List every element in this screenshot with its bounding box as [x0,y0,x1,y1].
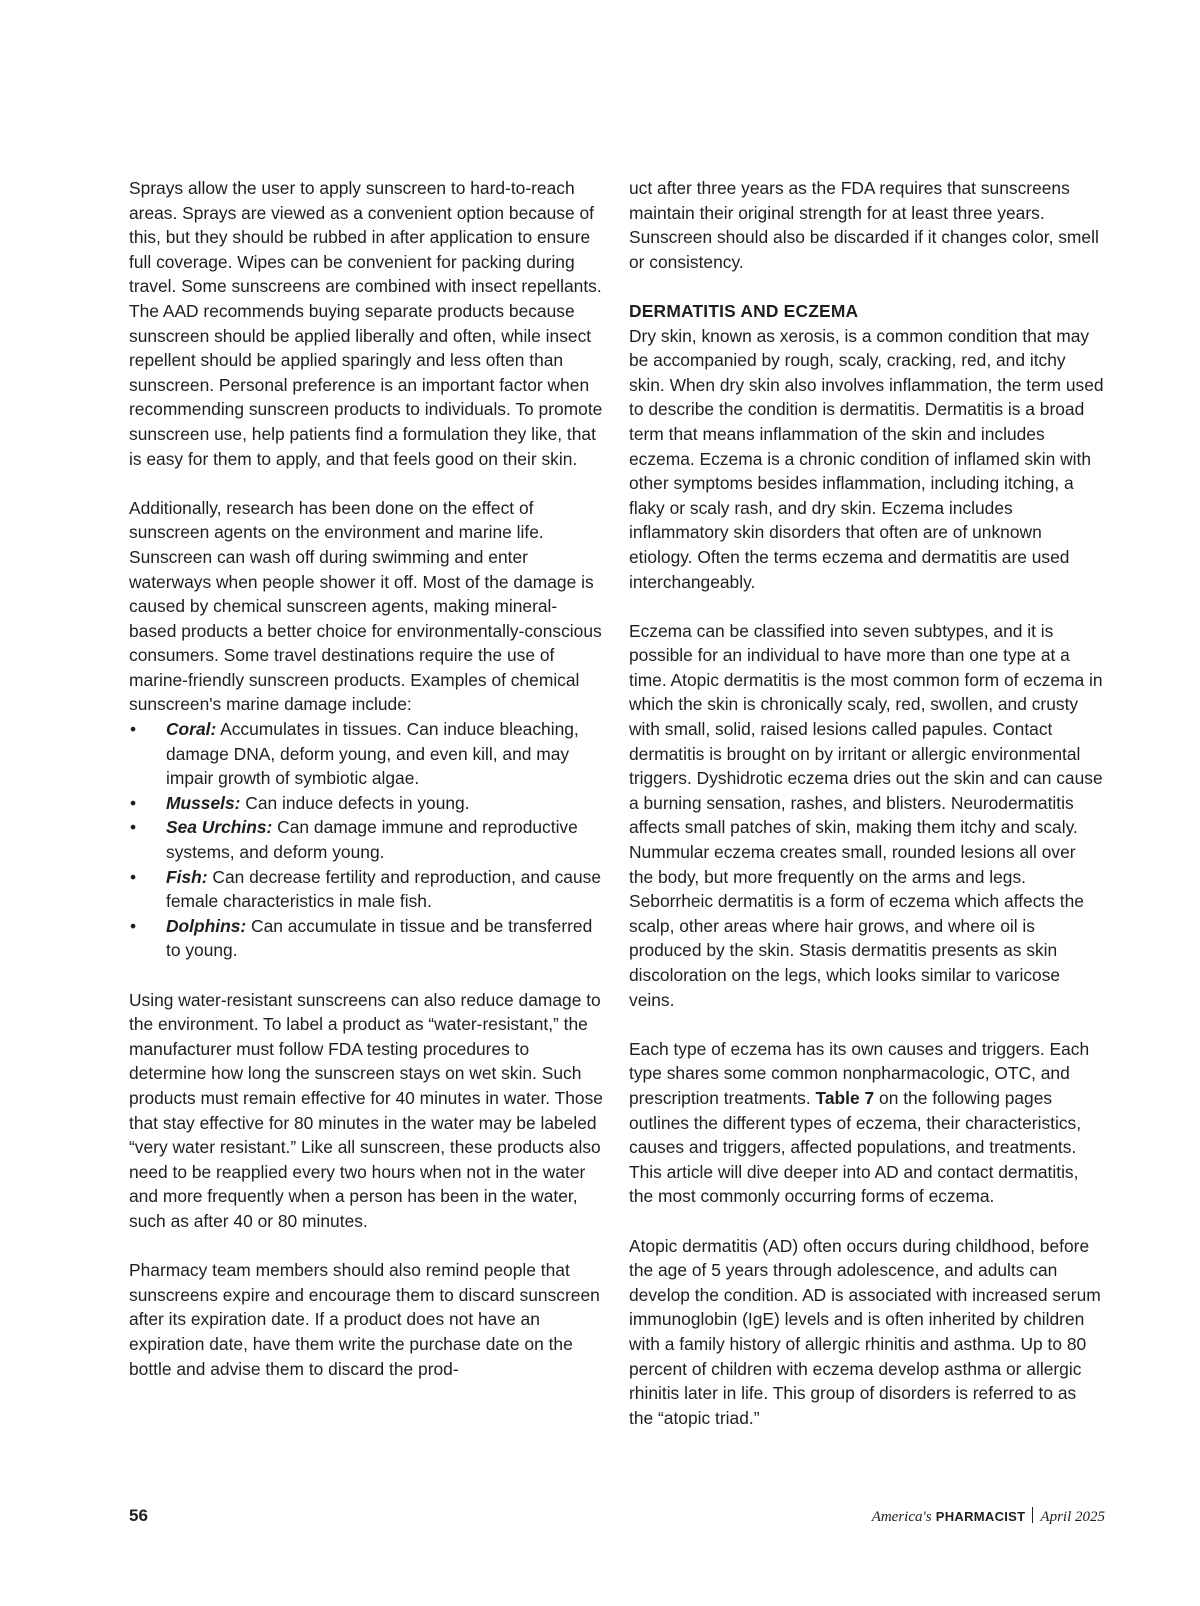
list-item: • Dolphins: Can accumulate in tissue and be transferred to young. [129,914,604,963]
marine-damage-list [129,717,604,963]
list-item: • Coral: Accumulates in tissues. Can induce bleaching, damage DNA, deform young, and even kill, and may impair growth of symbiotic algae. [129,717,604,791]
paragraph-expiration: Pharmacy team members should also remind people that sunscreens expire and encourage them to discard sunscreen after its expiration date. If a product does not have an expiration date, have them write the purchase date on the bottle and advise them to discard the prod- [129,1260,600,1379]
page-footer [129,1506,1105,1530]
paragraph-spray-wipes: Sprays allow the user to apply sunscreen to hard-to-reach areas. Sprays are viewed as a convenient option because of this, but they should be rubbed in after application to ensure full coverage. Wipes can be convenient for packing during travel. Some sunscreens are combined with insect repellants. The AAD recommends buying separate products because sunscreen should be applied liberally and often, while insect repellent should be applied sparingly and less often than sunscreen. Personal preference is an important factor when recommending sunscreen products to individuals. To promote sunscreen use, help patients find a formulation they like, that is easy for them to apply, and that feels good on their skin. [129,178,603,469]
section-heading: DERMATITIS AND ECZEMA [629,300,859,321]
page-number: 56 [129,1506,148,1525]
magazine-prefix: America's [871,1509,932,1525]
table-reference: Table 7 [815,1087,875,1108]
paragraph-eczema-subtypes: Eczema can be classified into seven subtypes, and it is possible for an individual to have more than one type at a time. Atopic dermatitis is the most common form of eczema in which the skin is chronically scaly, red, swollen, and crusty with small, solid, raised lesions called papules. Contact dermatitis is brought on by irritant or allergic environmental triggers. Dyshidrotic eczema dries out the skin and can cause a burning sensation, rashes, and blisters. Neurodermatitis affects small patches of skin, making them itchy and scaly. Nummular eczema creates small, rounded lesions all over the body, but more frequently on the arms and legs. Seborrheic dermatitis is a form of eczema which affects the scalp, other areas where hair grows, and where oil is produced by the skin. Stasis dermatitis presents as skin discoloration on the legs, which looks similar to varicose veins. [629,620,1103,1010]
magazine-masthead [872,1507,1105,1526]
magazine-name: PHARMACIST [935,1509,1026,1524]
paragraph-atopic-dermatitis: Atopic dermatitis (AD) often occurs during childhood, before the age of 5 years through adolescence, and adults can develop the condition. AD is associated with increased serum immunoglobin (IgE) levels and is often inherited by children with a family history of allergic rhinitis and asthma. Up to 80 percent of children with eczema develop asthma or allergic rhinitis later in life. This group of disorders is referred to as the “atopic triad.” [629,1235,1101,1428]
paragraph-causes-triggers: Each type of eczema has its own causes and triggers. Each type shares some common nonpharmacologic, OTC, and prescription treatments. Table 7 on the following pages outlines the different types of eczema, their characteristics, causes and triggers, affected populations, and treatments. This article will dive deeper into AD and contact dermatitis, the most commonly occurring forms of eczema. [629,1038,1090,1207]
paragraph-dry-skin: Dry skin, known as xerosis, is a common condition that may be accompanied by rough, scaly, cracking, red, and itchy skin. When dry skin also involves inflammation, the term used to describe the condition is dermatitis. Dermatitis is a broad term that means inflammation of the skin and includes eczema. Eczema is a chronic condition of inflamed skin with other symptoms besides inflammation, including itching, a flaky or scaly rash, and dry skin. Eczema includes inflammatory skin disorders that often are of unknown etiology. Often the terms eczema and dermatitis are used interchangeably. [629,325,1104,592]
left-column [129,176,604,1381]
list-item: • Fish: Can decrease fertility and reproduction, and cause female characteristics in male fish. [129,865,604,914]
paragraph-environment: Additionally, research has been done on the effect of sunscreen agents on the environment and marine life. Sunscreen can wash off during swimming and enter waterways when people shower it off. Most of the damage is caused by chemical sunscreen agents, making mineral-based products a better choice for environmentally-conscious consumers. Some travel destinations require the use of marine-friendly sunscreen products. Examples of chemical sunscreen's marine damage include: [129,497,602,715]
footer-divider [1032,1507,1033,1523]
list-item: • Mussels: Can induce defects in young. [129,791,604,816]
paragraph-water-resistant: Using water-resistant sunscreens can also reduce damage to the environment. To label a product as “water-resistant,” the manufacturer must follow FDA testing procedures to determine how long the sunscreen stays on wet skin. Such products must remain effective for 40 minutes in water. Those that stay effective for 80 minutes in the water may be labeled “very water resistant.” Like all sunscreen, these products also need to be reapplied every two hours when not in the water and more frequently when a person has been in the water, such as after 40 or 80 minutes. [129,989,603,1231]
right-column [629,176,1104,1430]
paragraph-expiration-continued: uct after three years as the FDA requires that sunscreens maintain their original strength for at least three years. Sunscreen should also be discarded if it changes color, smell or consistency. [629,178,1099,272]
issue-date: April 2025 [1040,1509,1105,1525]
list-item: • Sea Urchins: Can damage immune and reproductive systems, and deform young. [129,815,604,864]
